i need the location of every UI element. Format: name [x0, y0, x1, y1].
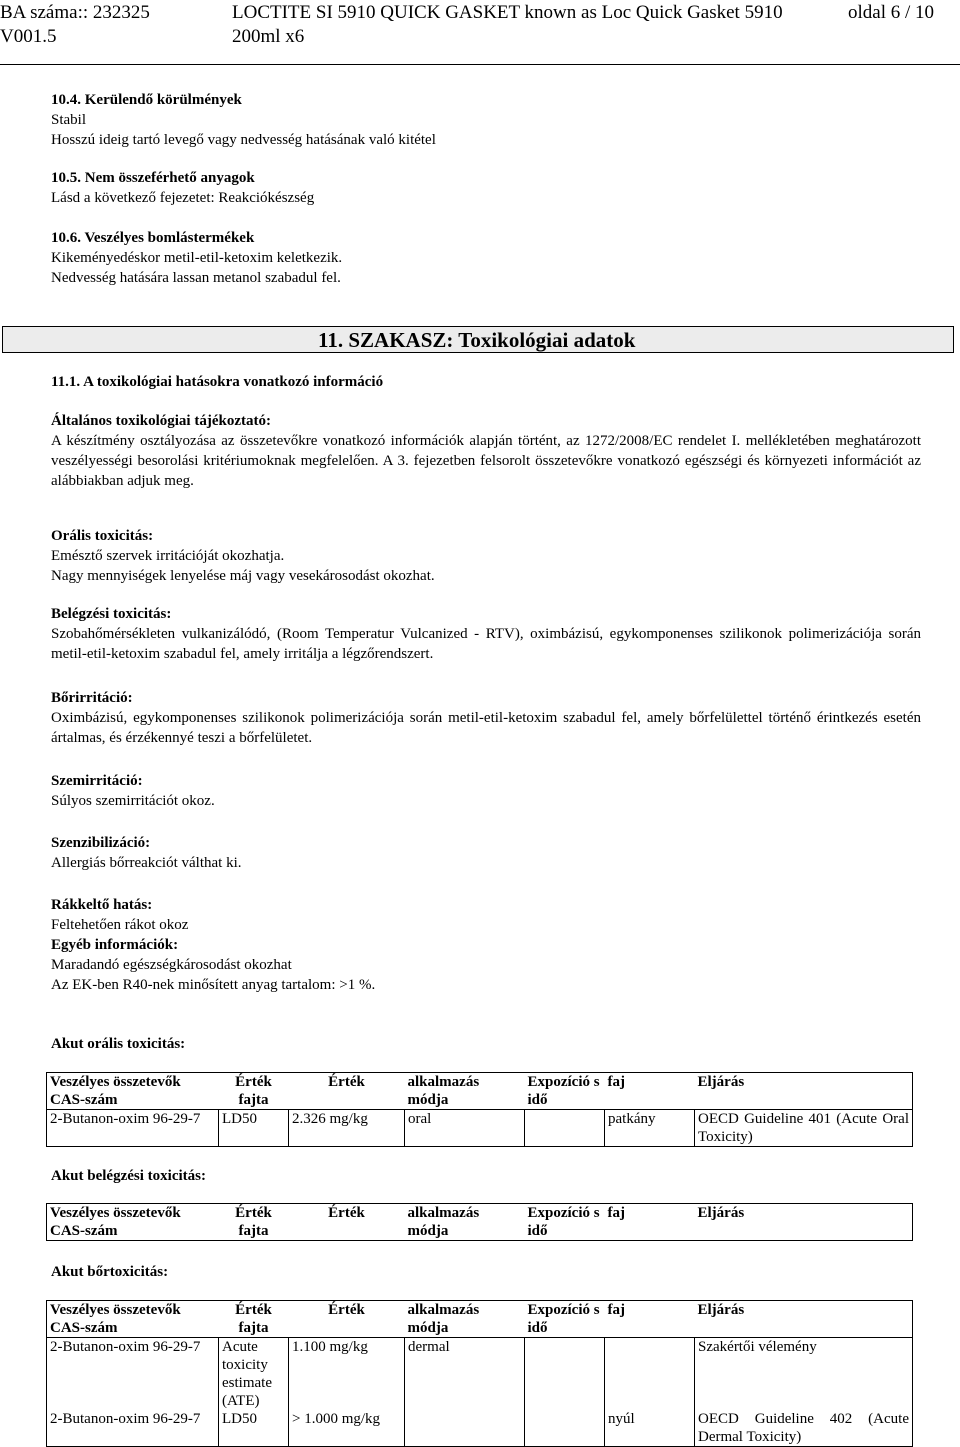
cell-route: [405, 1410, 525, 1447]
cell-value-type: LD50: [219, 1410, 289, 1447]
paragraph-title: Egyéb információk:: [51, 937, 179, 953]
sensitization: [51, 833, 921, 873]
text-line: Kikeményedéskor metil-etil-ketoxim keletkezik.: [51, 250, 343, 266]
col-header-component: Veszélyes összetevők CAS-szám: [50, 1074, 181, 1108]
paragraph-text: Szobahőmérsékleten vulkanizálódó, (Room Temperatur Vulcanized - RTV), oximbázisú, egykomponenses szilikonok polimerizációja során metil-etil-ketoxim szabadul fel, amely irritálja a légzőrendszert.: [51, 626, 921, 662]
section-title: 10.5. Nem összeférhető anyagok: [51, 170, 255, 186]
document-number: BA száma:: 232325: [0, 2, 150, 23]
cell-value: 1.100 mg/kg: [289, 1338, 405, 1411]
col-header-value-type: Érték fajta: [235, 1302, 272, 1336]
col-header-species: faj: [607, 1302, 625, 1318]
col-header-component: Veszélyes összetevők CAS-szám: [50, 1205, 181, 1239]
cell-value-type: LD50: [219, 1110, 289, 1147]
text-line: Feltehetően rákot okoz: [51, 917, 189, 933]
page-number: oldal 6 / 10: [848, 2, 935, 23]
text-line: Az EK-ben R40-nek minősített anyag tartalom: >1 %.: [51, 977, 376, 993]
eye-irritation: [51, 771, 921, 811]
acute-oral-table: [46, 1072, 913, 1147]
col-header-value: Érték: [328, 1205, 365, 1221]
section-11-band: [2, 326, 954, 353]
col-header-exposure: Expozíció s idő: [527, 1302, 600, 1336]
cell-species: [605, 1338, 695, 1411]
col-header-component: Veszélyes összetevők CAS-szám: [50, 1302, 181, 1336]
col-header-value-type: Érték fajta: [235, 1205, 272, 1239]
inhalation-toxicity: [51, 604, 921, 664]
cell-exposure: [525, 1338, 605, 1411]
col-header-method: Eljárás: [697, 1205, 745, 1221]
table-header-row: [47, 1073, 913, 1110]
text-line: Nagy mennyiségek lenyelése máj vagy vesekárosodást okozhat.: [51, 568, 435, 584]
paragraph-title: Orális toxicitás:: [51, 528, 154, 544]
col-header-method: Eljárás: [697, 1302, 745, 1318]
col-header-method: Eljárás: [697, 1074, 745, 1090]
section-title: 10.6. Veszélyes bomlástermékek: [51, 230, 255, 246]
cell-value: > 1.000 mg/kg: [289, 1410, 405, 1447]
page-header: [0, 0, 960, 62]
table-header-row: [47, 1204, 913, 1241]
paragraph-title: Általános toxikológiai tájékoztató:: [51, 413, 271, 429]
acute-oral-heading: [51, 1034, 921, 1054]
col-header-route: alkalmazás módja: [407, 1074, 480, 1108]
acute-dermal-table: [46, 1300, 913, 1447]
text-line: Lásd a következő fejezetet: Reakciókészség: [51, 190, 315, 206]
product-pack: 200ml x6: [232, 26, 305, 47]
paragraph-title: Bőrirritáció:: [51, 690, 133, 706]
cell-species: patkány: [605, 1110, 695, 1147]
cell-species: nyúl: [605, 1410, 695, 1447]
table-title: Akut bőrtoxicitás:: [51, 1264, 169, 1280]
acute-dermal-heading: [51, 1262, 921, 1282]
cell-method: OECD Guideline 401 (Acute Oral Toxicity): [695, 1110, 913, 1147]
product-name: LOCTITE SI 5910 QUICK GASKET known as Loc Quick Gasket 5910: [232, 2, 783, 23]
paragraph-title: Belégzési toxicitás:: [51, 606, 172, 622]
cell-value: 2.326 mg/kg: [289, 1110, 405, 1147]
col-header-species: faj: [607, 1205, 625, 1221]
cell-value-type: Acute toxicity estimate (ATE): [219, 1338, 289, 1411]
table-title: Akut orális toxicitás:: [51, 1036, 186, 1052]
col-header-exposure: Expozíció s idő: [527, 1205, 600, 1239]
col-header-value: Érték: [328, 1074, 365, 1090]
paragraph-title: Szemirritáció:: [51, 773, 143, 789]
section-title: 10.4. Kerülendő körülmények: [51, 92, 242, 108]
col-header-route: alkalmazás módja: [407, 1302, 480, 1336]
table-header-row: [47, 1301, 913, 1338]
cell-exposure: [525, 1410, 605, 1447]
col-header-route: alkalmazás módja: [407, 1205, 480, 1239]
col-header-value-type: Érték fajta: [235, 1074, 272, 1108]
cell-exposure: [525, 1110, 605, 1147]
section-11-title: 11. SZAKASZ: Toxikológiai adatok: [318, 328, 636, 352]
section-10-6: [51, 228, 921, 288]
paragraph-title: Szenzibilizáció:: [51, 835, 151, 851]
table-title: Akut belégzési toxicitás:: [51, 1168, 206, 1184]
text-line: Stabil: [51, 112, 87, 128]
general-toxicology: [51, 411, 921, 491]
oral-toxicity: [51, 526, 921, 586]
table-row: [47, 1338, 913, 1411]
cell-method: OECD Guideline 402 (Acute Dermal Toxicity): [695, 1410, 913, 1447]
cell-route: dermal: [405, 1338, 525, 1411]
document-version: V001.5: [0, 26, 57, 47]
subsection-title: 11.1. A toxikológiai hatásokra vonatkozó információ: [51, 374, 384, 390]
section-10-4: [51, 90, 921, 150]
text-line: Súlyos szemirritációt okoz.: [51, 793, 215, 809]
text-line: Emésztő szervek irritációját okozhatja.: [51, 548, 285, 564]
col-header-exposure: Expozíció s idő: [527, 1074, 600, 1108]
cell-route: oral: [405, 1110, 525, 1147]
col-header-value: Érték: [328, 1302, 365, 1318]
cell-component: 2-Butanon-oxim 96-29-7: [50, 1339, 201, 1355]
cell-component: 2-Butanon-oxim 96-29-7: [50, 1411, 201, 1427]
paragraph-text: Oximbázisú, egykomponenses szilikonok polimerizációja során metil-etil-ketoxim szabadul fel, amely bőrfelülettel történő érintkezés esetén ártalmas, és érzékennyé teszi a bőrfelületet.: [51, 710, 921, 746]
section-10-5: [51, 168, 921, 208]
section-11-1: [51, 372, 921, 392]
table-row: [47, 1110, 913, 1147]
carcinogenicity: [51, 895, 921, 995]
col-header-species: faj: [607, 1074, 625, 1090]
paragraph-text: A készítmény osztályozása az összetevőkre vonatkozó információk alapján történt, az 1272/2008/EC rendelet I. mellékletében meghatározott veszélyességi besorolási kritériumoknak megfelelően. A 3. fejezetben felsorolt összetevőkre vonatkozó egészségi és környezeti információt az alábbiakban adjuk meg.: [51, 433, 921, 489]
skin-irritation: [51, 688, 921, 748]
acute-inhalation-heading: [51, 1166, 921, 1186]
cell-component: 2-Butanon-oxim 96-29-7: [50, 1111, 201, 1127]
text-line: Hosszú ideig tartó levegő vagy nedvesség hatásának való kitétel: [51, 132, 436, 148]
cell-method: Szakértői vélemény: [695, 1338, 913, 1411]
header-divider: [0, 64, 960, 65]
acute-inhalation-table: [46, 1203, 913, 1241]
paragraph-title: Rákkeltő hatás:: [51, 897, 153, 913]
text-line: Nedvesség hatására lassan metanol szabadul fel.: [51, 270, 341, 286]
table-row: [47, 1410, 913, 1447]
text-line: Allergiás bőrreakciót válthat ki.: [51, 855, 242, 871]
text-line: Maradandó egészségkárosodást okozhat: [51, 957, 292, 973]
